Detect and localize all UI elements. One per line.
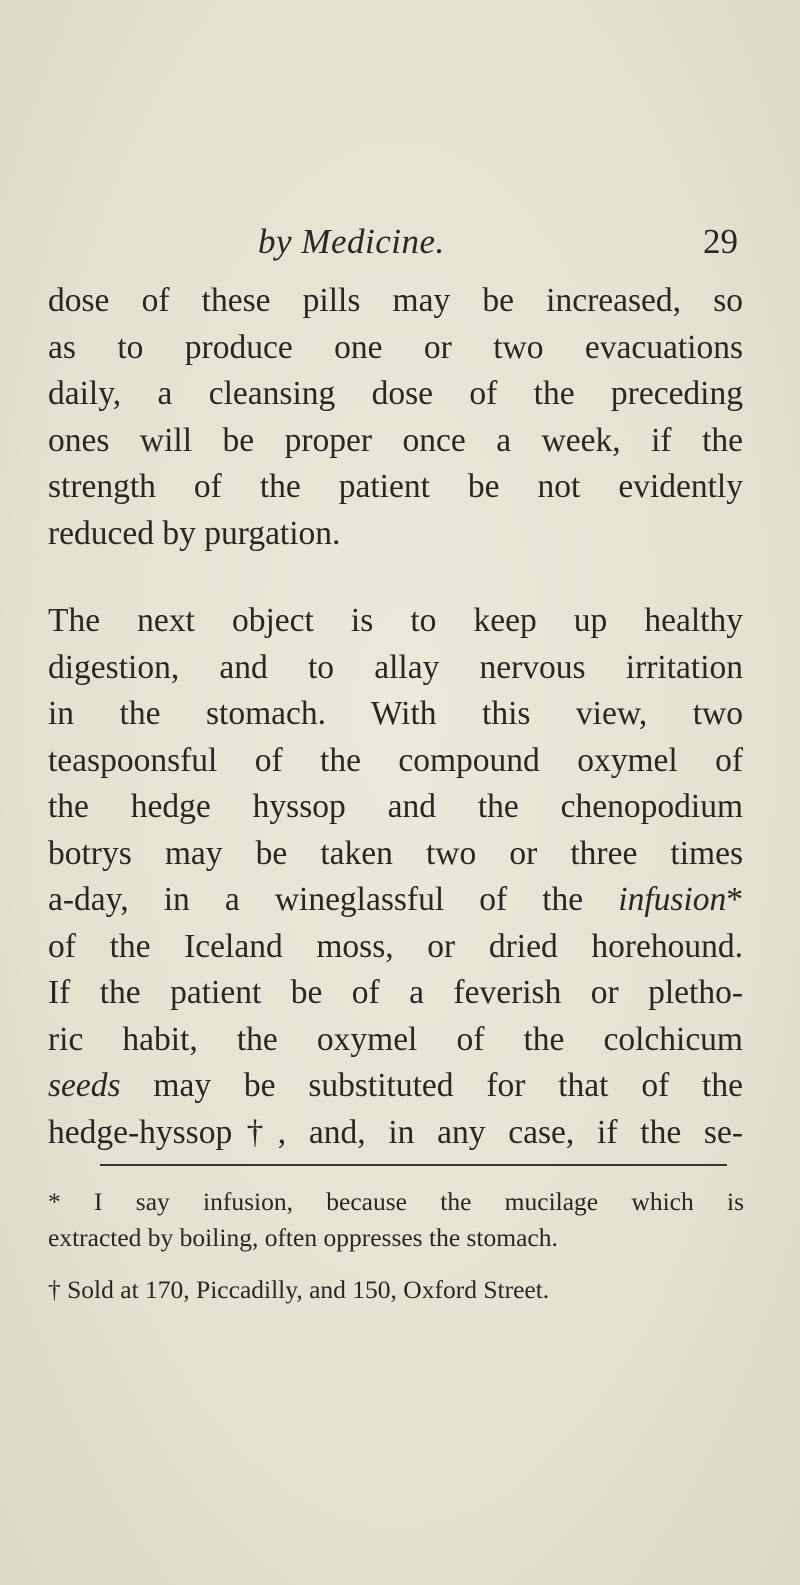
running-head [258, 222, 738, 272]
footnote-line: * I say infusion, because the mucilage which is [48, 1187, 744, 1216]
footnote-gap [48, 1256, 744, 1272]
text-line: of the Iceland moss, or dried horehound. [48, 927, 743, 965]
text-line: If the patient be of a feverish or pletho- [48, 974, 743, 1011]
text-line: hedge-hyssop†, and, in any case, if the se- [48, 1113, 743, 1151]
footnote-line: † Sold at 170, Piccadilly, and 150, Oxford Street. [48, 1275, 550, 1304]
footnote-rule [100, 1164, 727, 1166]
text-segment: may be substituted for that of the [120, 1067, 743, 1104]
text-line: strength of the patient be not evidently [48, 468, 743, 505]
text-line: ric habit, the oxymel of the colchicum [48, 1020, 743, 1058]
text-line: dose of these pills may be increased, so [48, 282, 743, 319]
text-line: daily, a cleansing dose of the preceding [48, 375, 743, 412]
body-text [48, 278, 743, 1156]
footnote-mark: * [726, 881, 743, 918]
text-line-with-italic [48, 1063, 743, 1110]
paragraph-2 [48, 598, 743, 1156]
text-line: in the stomach. With this view, two [48, 695, 743, 732]
text-line: as to produce one or two evacuations [48, 328, 743, 366]
italic-word-infusion: infusion [618, 881, 727, 918]
footnote-line: extracted by boiling, often oppresses the stomach. [48, 1223, 558, 1252]
footnote-1 [48, 1184, 744, 1256]
text-line: teaspoonsful of the compound oxymel of [48, 741, 743, 779]
paragraph-gap [48, 557, 743, 598]
text-line: ones will be proper once a week, if the [48, 421, 743, 459]
text-line-with-footnote [48, 877, 743, 924]
italic-word-seeds: seeds [48, 1067, 121, 1104]
text-line: reduced by purgation. [48, 514, 341, 552]
paragraph-1 [48, 278, 743, 557]
text-line: The next object is to keep up healthy [48, 602, 743, 639]
text-line: botrys may be taken two or three times [48, 834, 743, 872]
page-number: 29 [703, 222, 738, 261]
text-segment: a-day, in a wineglassful of the [48, 881, 619, 918]
footnote-2 [48, 1272, 744, 1308]
text-line: digestion, and to allay nervous irritation [48, 648, 743, 686]
running-title: by Medicine. [258, 222, 445, 261]
footnotes [48, 1184, 744, 1308]
text-line: the hedge hyssop and the chenopodium [48, 788, 743, 825]
